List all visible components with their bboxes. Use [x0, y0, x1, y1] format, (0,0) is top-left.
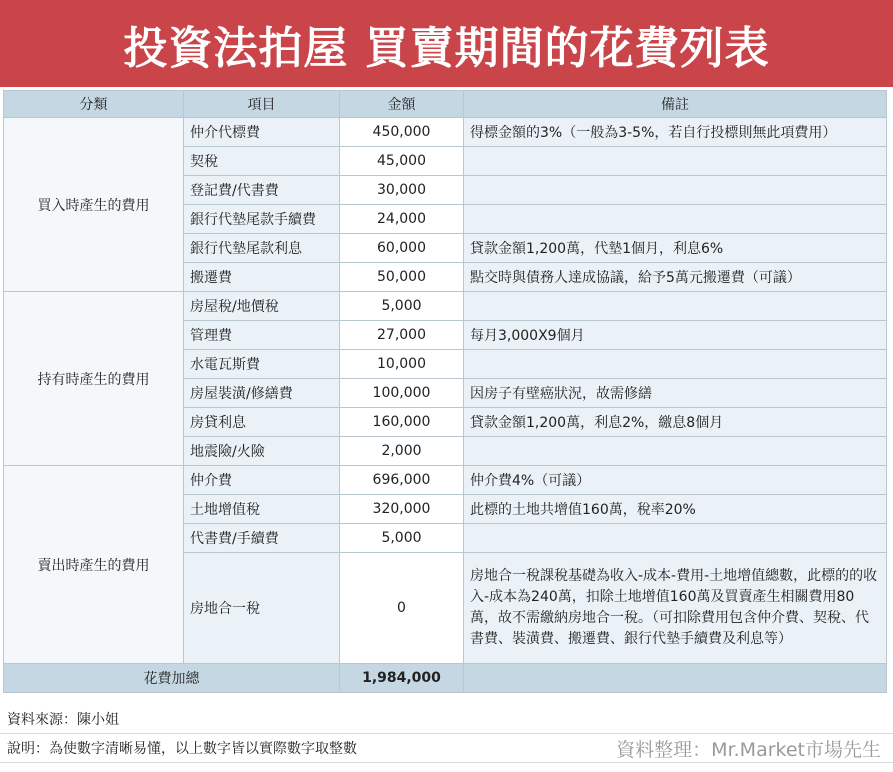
- note-cell: [464, 176, 887, 205]
- note-cell: [464, 205, 887, 234]
- item-cell: 房屋裝潢/修繕費: [184, 379, 340, 408]
- item-cell: 搬遷費: [184, 263, 340, 292]
- amount-cell: 5,000: [340, 292, 464, 321]
- table-row: [4, 466, 887, 495]
- amount-cell: 27,000: [340, 321, 464, 350]
- amount-cell: 450,000: [340, 118, 464, 147]
- explanation-text: 說明：為使數字清晰易懂，以上數字皆以實際數字取整數: [7, 741, 357, 757]
- item-cell: 水電瓦斯費: [184, 350, 340, 379]
- category-holding: 持有時產生的費用: [4, 292, 184, 466]
- note-cell: 貸款金額1,200萬，代墊1個月，利息6%: [464, 234, 887, 263]
- cost-table: [3, 90, 887, 693]
- category-selling: 賣出時產生的費用: [4, 466, 184, 664]
- amount-cell: 50,000: [340, 263, 464, 292]
- amount-cell: 100,000: [340, 379, 464, 408]
- note-cell: [464, 292, 887, 321]
- item-cell: 銀行代墊尾款手續費: [184, 205, 340, 234]
- title-banner: [0, 0, 893, 87]
- note-cell: 每月3,000X9個月: [464, 321, 887, 350]
- item-cell: 仲介費: [184, 466, 340, 495]
- footer-source: [0, 705, 893, 734]
- note-cell: 得標金額的3%（一般為3-5%，若自行投標則無此項費用）: [464, 118, 887, 147]
- note-cell: 因房子有壁癌狀況，故需修繕: [464, 379, 887, 408]
- credit-watermark: 資料整理：Mr.Market市場先生: [616, 739, 881, 761]
- item-cell: 代書費/手續費: [184, 524, 340, 553]
- amount-cell: 24,000: [340, 205, 464, 234]
- total-row: [4, 664, 887, 693]
- item-cell: 管理費: [184, 321, 340, 350]
- amount-cell: 2,000: [340, 437, 464, 466]
- item-cell: 房地合一稅: [184, 553, 340, 664]
- source-text: 資料來源：陳小姐: [7, 712, 119, 728]
- amount-cell: 160,000: [340, 408, 464, 437]
- note-cell: 此標的土地共增值160萬，稅率20%: [464, 495, 887, 524]
- page-title: 投資法拍屋 買賣期間的花費列表: [123, 22, 770, 74]
- amount-cell: 0: [340, 553, 464, 664]
- total-label: 花費加總: [4, 664, 340, 693]
- note-cell: [464, 437, 887, 466]
- note-cell: 房地合一稅課稅基礎為收入-成本-費用-土地增值總數，此標的的收入-成本為240萬，扣除土地增值160萬及買賣產生相關費用80萬，故不需繳納房地合一稅。（可扣除費用包含仲介費、契稅、代書費、裝潢費、搬遷費、銀行代墊手續費及利息等）: [464, 553, 887, 664]
- item-cell: 房貸利息: [184, 408, 340, 437]
- total-note-cell: [464, 664, 887, 693]
- note-cell: [464, 524, 887, 553]
- amount-cell: 10,000: [340, 350, 464, 379]
- note-cell: 點交時與債務人達成協議，給予5萬元搬遷費（可議）: [464, 263, 887, 292]
- table-header-row: [4, 91, 887, 118]
- item-cell: 仲介代標費: [184, 118, 340, 147]
- item-cell: 土地增值稅: [184, 495, 340, 524]
- amount-cell: 30,000: [340, 176, 464, 205]
- header-category: 分類: [4, 91, 184, 118]
- note-cell: 貸款金額1,200萬，利息2%，繳息8個月: [464, 408, 887, 437]
- item-cell: 房屋稅/地價稅: [184, 292, 340, 321]
- item-cell: 地震險/火險: [184, 437, 340, 466]
- note-cell: 仲介費4%（可議）: [464, 466, 887, 495]
- table-row: [4, 118, 887, 147]
- item-cell: 銀行代墊尾款利息: [184, 234, 340, 263]
- amount-cell: 320,000: [340, 495, 464, 524]
- header-item: 項目: [184, 91, 340, 118]
- amount-cell: 45,000: [340, 147, 464, 176]
- total-amount: 1,984,000: [340, 664, 464, 693]
- table-row: [4, 292, 887, 321]
- note-cell: [464, 147, 887, 176]
- item-cell: 登記費/代書費: [184, 176, 340, 205]
- note-cell: [464, 350, 887, 379]
- category-buying: 買入時產生的費用: [4, 118, 184, 292]
- amount-cell: 60,000: [340, 234, 464, 263]
- item-cell: 契稅: [184, 147, 340, 176]
- amount-cell: 5,000: [340, 524, 464, 553]
- amount-cell: 696,000: [340, 466, 464, 495]
- header-amount: 金額: [340, 91, 464, 118]
- header-note: 備註: [464, 91, 887, 118]
